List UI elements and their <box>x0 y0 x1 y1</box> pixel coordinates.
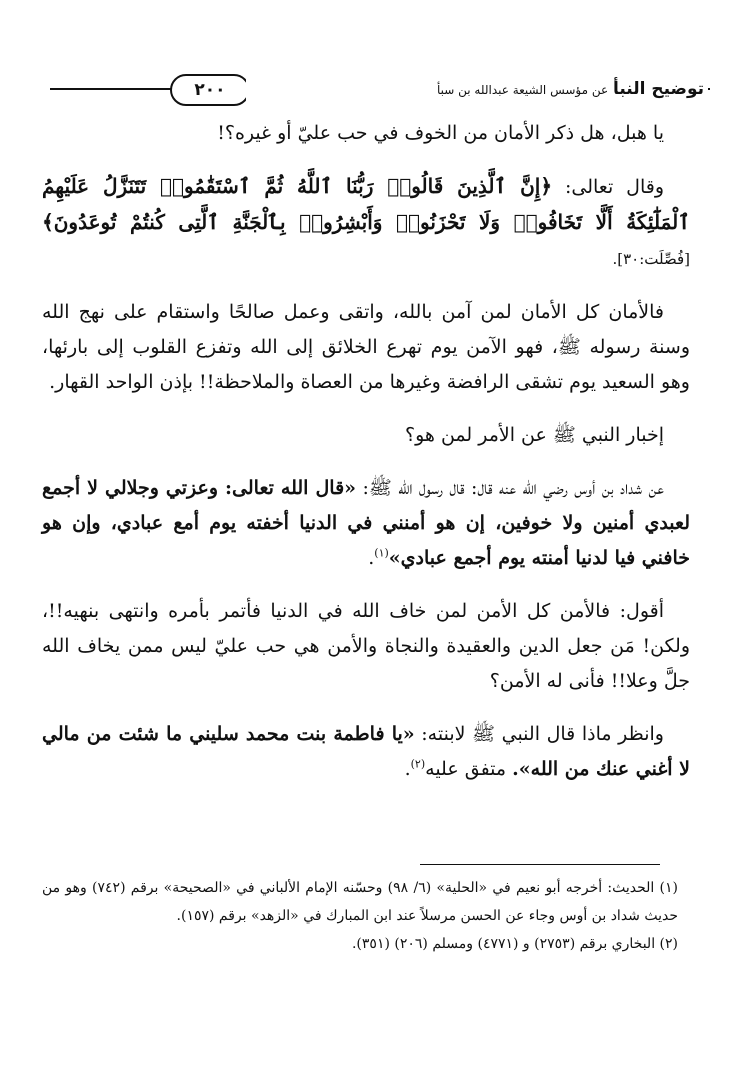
footnote-rule <box>420 864 660 865</box>
verse-reference: [فُصِّلَت:٣٠]. <box>612 250 690 268</box>
hadith-text: «قال الله تعالى: وعزتي وجلالي لا أجمع لعبدي أمنين ولا خوفين، إن هو أمنني في الدنيا أخفته يوم أمع عبادي، وإن هو خافني فيا لدنيا أمنته يوم أجمع عبادي» <box>42 477 690 569</box>
paragraph-2 <box>42 169 690 277</box>
page-header <box>20 64 710 114</box>
hadith-grading: متفق عليه <box>425 758 507 780</box>
paragraph-1: يا هبل، هل ذكر الأمان من الخوف في حب عليّ أو غيره؟! <box>217 122 664 144</box>
paragraph-6: أقول: فالأمن كل الأمن لمن خاف الله في الدنيا فأتمر بأمره وانتهى بنهيه!!، ولكن! مَن جعل الدين والعقيدة والنجاة والأمن هي حب عليّ ليس ممن يخاف الله جلَّ وعلا!! فأنى له الأمن؟ <box>42 600 690 692</box>
running-head <box>246 76 708 103</box>
hadith-intro-2: وانظر ماذا قال النبي ﷺ لابنته: <box>421 723 664 745</box>
footnote-2: (٢) البخاري برقم (٢٧٥٣) و (٤٧٧١) ومسلم (٢٠٦) (٣٥١). <box>351 936 678 952</box>
paragraph-5: عن شداد بن أوس رضي الله عنه قال: قال رسول الله ﷺ: «قال الله تعالى: وعزتي وجلالي لا أجمع لعبدي أمنين ولا خوفين، إن هو أمنني في الدنيا أخفته يوم أمع عبادي، وإن هو خافني فيا لدنيا أمنته يوم أجمع عبادي»$^{(١)}$. <box>42 477 690 569</box>
hadith-intro: عن شداد بن أوس رضي الله عنه قال: قال رسول الله ﷺ: <box>362 477 664 499</box>
footnote-marker-1: (١) <box>374 546 389 560</box>
footnote-marker-2: (٢) <box>410 757 426 771</box>
footnote-1: (١) الحديث: أخرجه أبو نعيم في «الحلية» (٦/ ٩٨) وحسّنه الإمام الألباني في «الصحيحة» برقم (٧٤٢) وهو من حديث شداد بن أوس وجاء عن الحسن مرسلاً عند ابن المبارك في «الزهد» برقم (١٥٧). <box>42 880 679 924</box>
footnotes <box>42 874 678 958</box>
paragraph-7: وانظر ماذا قال النبي ﷺ لابنته: «يا فاطمة بنت محمد سليني ما شئت من مالي لا أغني عنك من الله». متفق عليه$^{(٢)}$. <box>42 723 690 780</box>
book-subtitle: عن مؤسس الشيعة عبدالله بن سبأ <box>436 83 609 97</box>
verse-intro: وقال تعالى: <box>564 176 664 198</box>
quran-verse: ﴿إِنَّ ٱلَّذِينَ قَالُوا۟ رَبُّنَا ٱللَّهُ ثُمَّ ٱسْتَقَٰمُوا۟ تَتَنَزَّلُ عَلَيْهِمُ ٱلْمَلَٰٓئِكَةُ أَلَّا تَخَافُوا۟ وَلَا تَحْزَنُوا۟ وَأَبْشِرُوا۟ بِٱلْجَنَّةِ ٱلَّتِى كُنتُمْ تُوعَدُونَ﴾ <box>42 174 690 234</box>
hadith-text-2: «يا فاطمة بنت محمد سليني ما شئت من مالي لا أغني عنك من الله». <box>42 723 690 780</box>
paragraph-3: فالأمان كل الأمان لمن آمن بالله، واتقى وعمل صالحًا واستقام على نهج الله وسنة رسوله ﷺ، فهو الآمن يوم تهرع الخلائق إلى الله وتفزع القلوب إلى بارئها، وهو السعيد يوم تشقى الرافضة وغيرها من العصاة والملاحظة!! بإذن الواحد القهار. <box>42 301 690 393</box>
page-number: ٢٠٠ <box>170 74 250 106</box>
page-body <box>42 116 690 805</box>
paragraph-4: إخبار النبي ﷺ عن الأمر لمن هو؟ <box>404 424 664 446</box>
book-title: توضيح النبأ <box>612 79 704 99</box>
